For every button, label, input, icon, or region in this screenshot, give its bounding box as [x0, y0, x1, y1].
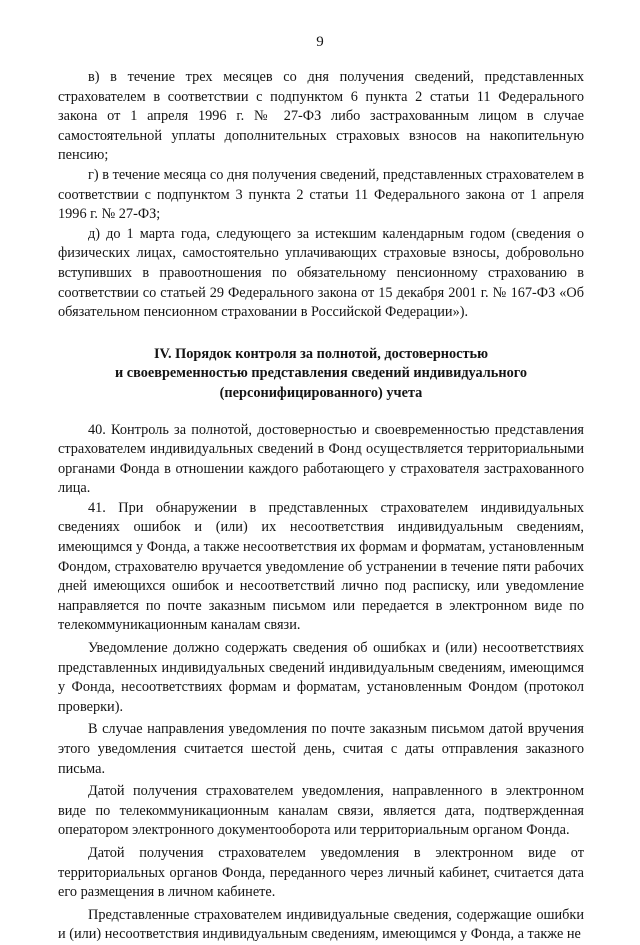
paragraph-item-40: 40. Контроль за полнотой, достоверностью и своевременностью представления страхователем индивидуальных сведений в Фонд осуществляется территориальными органами Фонда в отношении каждого работающего у страхователя застрахованного лица.: [58, 421, 584, 497]
document-body: [58, 68, 584, 945]
section-heading-line: IV. Порядок контроля за полнотой, достоверностью: [153, 345, 489, 362]
paragraph-subitem-d: д) до 1 марта года, следующего за истекшим календарным годом (сведения о физических лицах, самостоятельно уплачивающих страховые взносы, добровольно вступивших в правоотношения по обязательному пенсионному страхованию в соответствии со статьей 29 Федерального закона от 15 декабря 2001 г. № 167-ФЗ «Об обязательном пенсионном страховании в Российской Федерации»).: [58, 225, 584, 321]
paragraph-continuation: Представленные страхователем индивидуальные сведения, содержащие ошибки и (или) несоответствия индивидуальным сведениям, имеющимся у Фонда, а также не: [58, 906, 584, 943]
paragraph-electronic-notice: Датой получения страхователем уведомления, направленного в электронном виде по телекоммуникационным каналам связи, является дата, подтвержденная оператором электронного документооборота или территориальным органом Фонда.: [58, 783, 584, 839]
page-number: 9: [316, 34, 324, 50]
section-heading-line: и своевременностью представления сведений индивидуального: [114, 365, 528, 382]
paragraph-notice-content: Уведомление должно содержать сведения об ошибках и (или) несоответствиях представленных индивидуальных сведений индивидуальным сведениям, имеющимся у Фонда, несоответствиях формам и форматам, установленным Фондом (протокол проверки).: [58, 640, 584, 715]
section-heading-line: (персонифицированного) учета: [219, 384, 423, 401]
paragraph-cabinet-notice: Датой получения страхователем уведомления в электронном виде от территориальных органов Фонда, переданного через личный кабинет, считается дата его размещения в личном кабинете.: [58, 844, 584, 901]
section-heading: [58, 345, 584, 404]
paragraph-postal-notice: В случае направления уведомления по почте заказным письмом датой вручения этого уведомления считается шестой день, считая с даты отправления заказного письма.: [58, 721, 584, 777]
paragraph-item-41: 41. При обнаружении в представленных страхователем индивидуальных сведениях ошибок и (или) их несоответствия индивидуальным сведениям, имеющимся у Фонда, а также несоответствия их формам и форматам, установленным Фондом, страхователю вручается уведомление об устранении в течение пяти рабочих дней имеющихся ошибок и несоответствий лично под расписку, или уведомление направляется по почте заказным письмом или передается в электронном виде по телекоммуникационным каналам связи.: [58, 499, 584, 634]
paragraph-subitem-v: в) в течение трех месяцев со дня получения сведений, представленных страхователем в соответствии с подпунктом 6 пункта 2 статьи 11 Федерального закона от 1 апреля 1996 г. № 27-ФЗ либо застрахованным лицом в случае самостоятельной уплаты дополнительных страховых взносов на накопительную пенсию;: [58, 69, 584, 164]
paragraph-subitem-g: г) в течение месяца со дня получения сведений, представленных страхователем в соответствии с подпунктом 3 пункта 2 статьи 11 Федерального закона от 1 апреля 1996 г. № 27-ФЗ;: [58, 166, 584, 223]
